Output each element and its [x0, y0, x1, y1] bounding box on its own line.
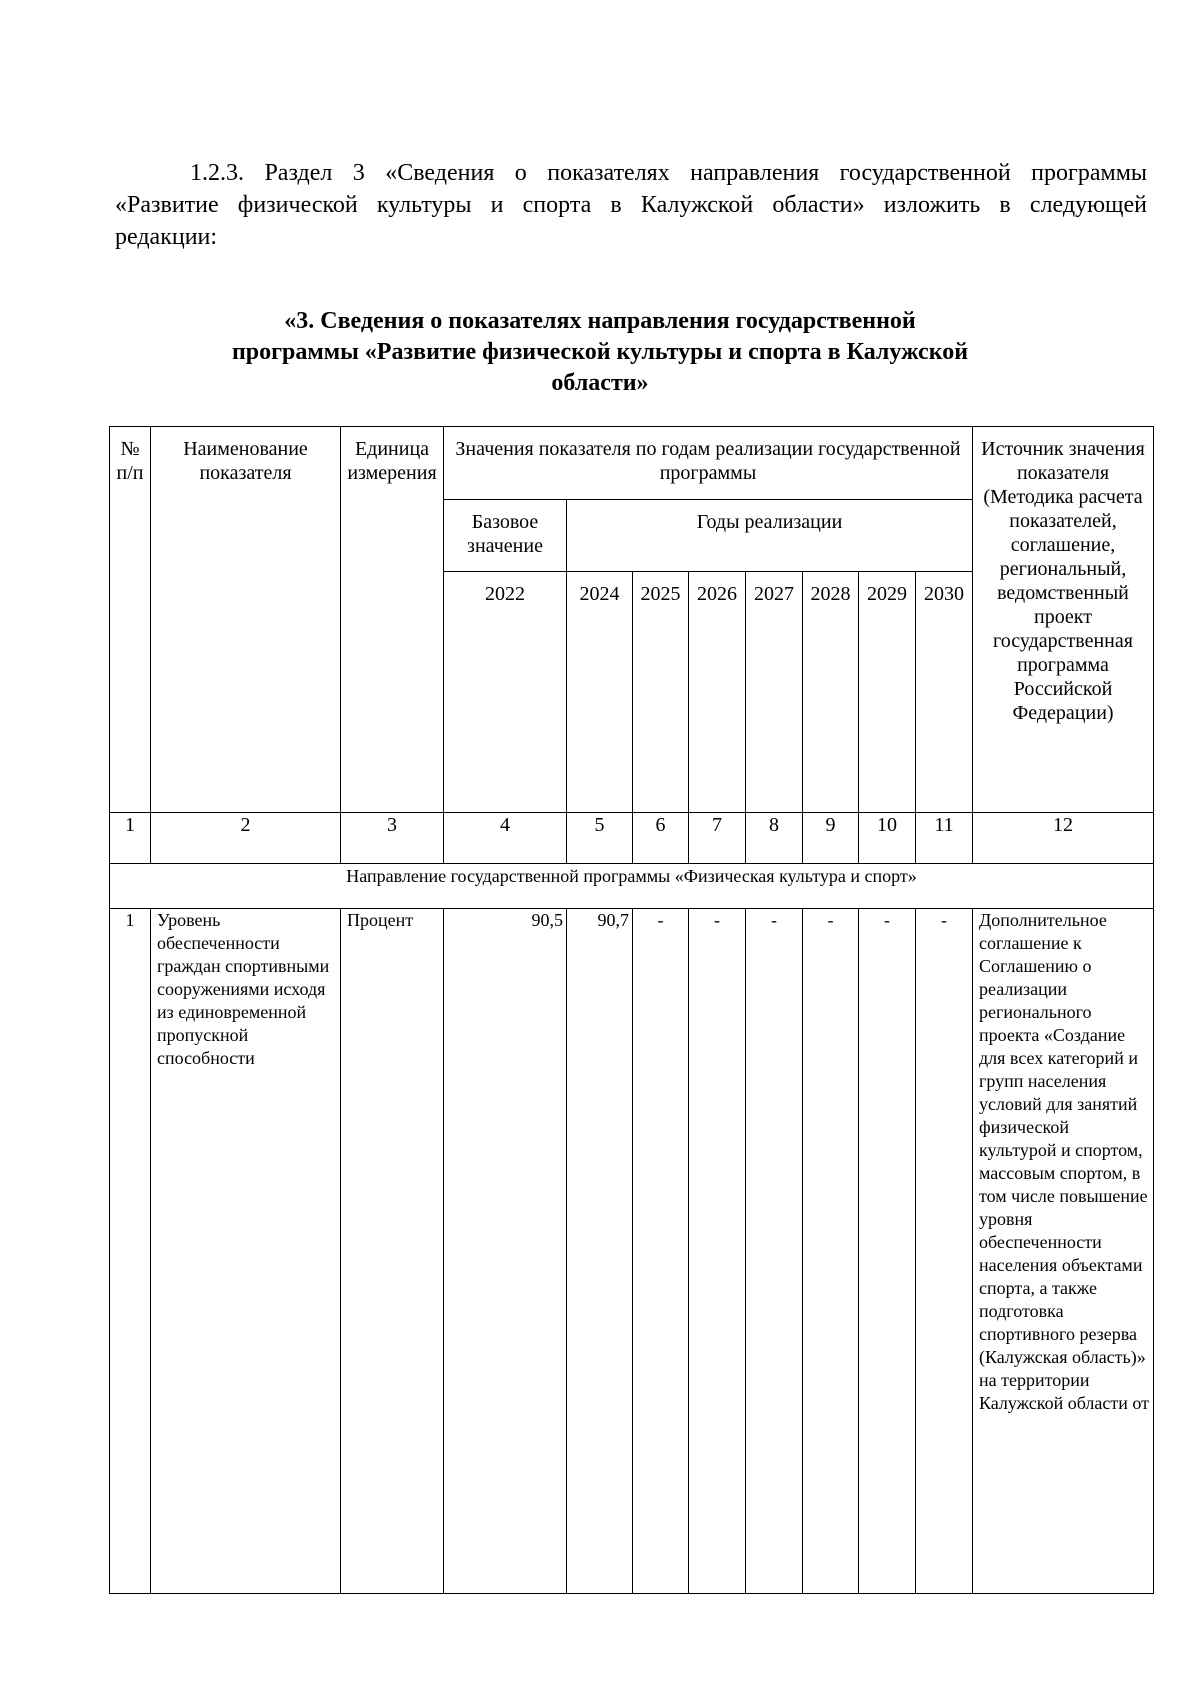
row-value-2026: - [689, 909, 746, 1594]
column-number: 8 [746, 813, 803, 864]
header-unit: Единица измерения [341, 427, 444, 813]
column-number: 6 [633, 813, 689, 864]
column-number: 9 [803, 813, 859, 864]
intro-line-2: «Развитие физической культуры и спорта в Калужской области» изложить в следующей [115, 192, 1147, 218]
header-year-2028: 2028 [803, 572, 859, 813]
row-value-2025: - [633, 909, 689, 1594]
row-value-2030: - [916, 909, 973, 1594]
row-base-value: 90,5 [444, 909, 567, 1594]
header-source: Источник значения показателя (Методика расчета показателей, соглашение, региональный, ведомственный проект государственная программа Российской Федерации) [973, 427, 1154, 813]
column-number: 11 [916, 813, 973, 864]
direction-row [110, 864, 1154, 909]
table-row [110, 909, 1154, 1594]
header-name: Наименование показателя [151, 427, 341, 813]
intro-paragraph [115, 157, 1147, 253]
column-number: 5 [567, 813, 633, 864]
header-year-2029: 2029 [859, 572, 916, 813]
row-source: Дополнительное соглашение к Соглашению о реализации регионального проекта «Создание для всех категорий и групп населения условий для занятий физической культурой и спортом, массовым спортом, в том числе повышение уровня обеспеченности населения объектами спорта, а также подготовка спортивного резерва (Калужская область)» на территории Калужской области от [973, 909, 1154, 1594]
header-year-2025: 2025 [633, 572, 689, 813]
row-unit: Процент [341, 909, 444, 1594]
column-number: 10 [859, 813, 916, 864]
row-value-2029: - [859, 909, 916, 1594]
row-num: 1 [110, 909, 151, 1594]
row-value-2024: 90,7 [567, 909, 633, 1594]
column-number: 1 [110, 813, 151, 864]
direction-title: Направление государственной программы «Физическая культура и спорт» [110, 864, 1154, 909]
title-line-2: программы «Развитие физической культуры и спорта в Калужской [231, 339, 969, 365]
column-number: 4 [444, 813, 567, 864]
header-base-year: 2022 [444, 572, 567, 813]
header-year-2030: 2030 [916, 572, 973, 813]
section-title [150, 306, 1050, 399]
title-line-3: области» [551, 370, 649, 396]
column-number: 3 [341, 813, 444, 864]
row-name: Уровень обеспеченности граждан спортивными сооружениями исходя из единовременной пропускной способности [151, 909, 341, 1594]
column-number: 7 [689, 813, 746, 864]
header-year-2027: 2027 [746, 572, 803, 813]
intro-line-1: 1.2.3. Раздел 3 «Сведения о показателях направления государственной программы [190, 160, 1147, 186]
header-num: № п/п [110, 427, 151, 813]
header-base-value: Базовое значение [444, 500, 567, 572]
row-value-2028: - [803, 909, 859, 1594]
header-years-group: Годы реализации [567, 500, 973, 572]
row-value-2027: - [746, 909, 803, 1594]
intro-line-3: редакции: [115, 224, 218, 250]
column-number: 12 [973, 813, 1154, 864]
header-year-2024: 2024 [567, 572, 633, 813]
header-year-2026: 2026 [689, 572, 746, 813]
column-number: 2 [151, 813, 341, 864]
column-numbers-row [110, 813, 1154, 864]
indicators-table [109, 426, 1154, 1594]
title-line-1: «3. Сведения о показателях направления государственной [284, 308, 916, 334]
header-values-group: Значения показателя по годам реализации государственной программы [444, 427, 973, 500]
